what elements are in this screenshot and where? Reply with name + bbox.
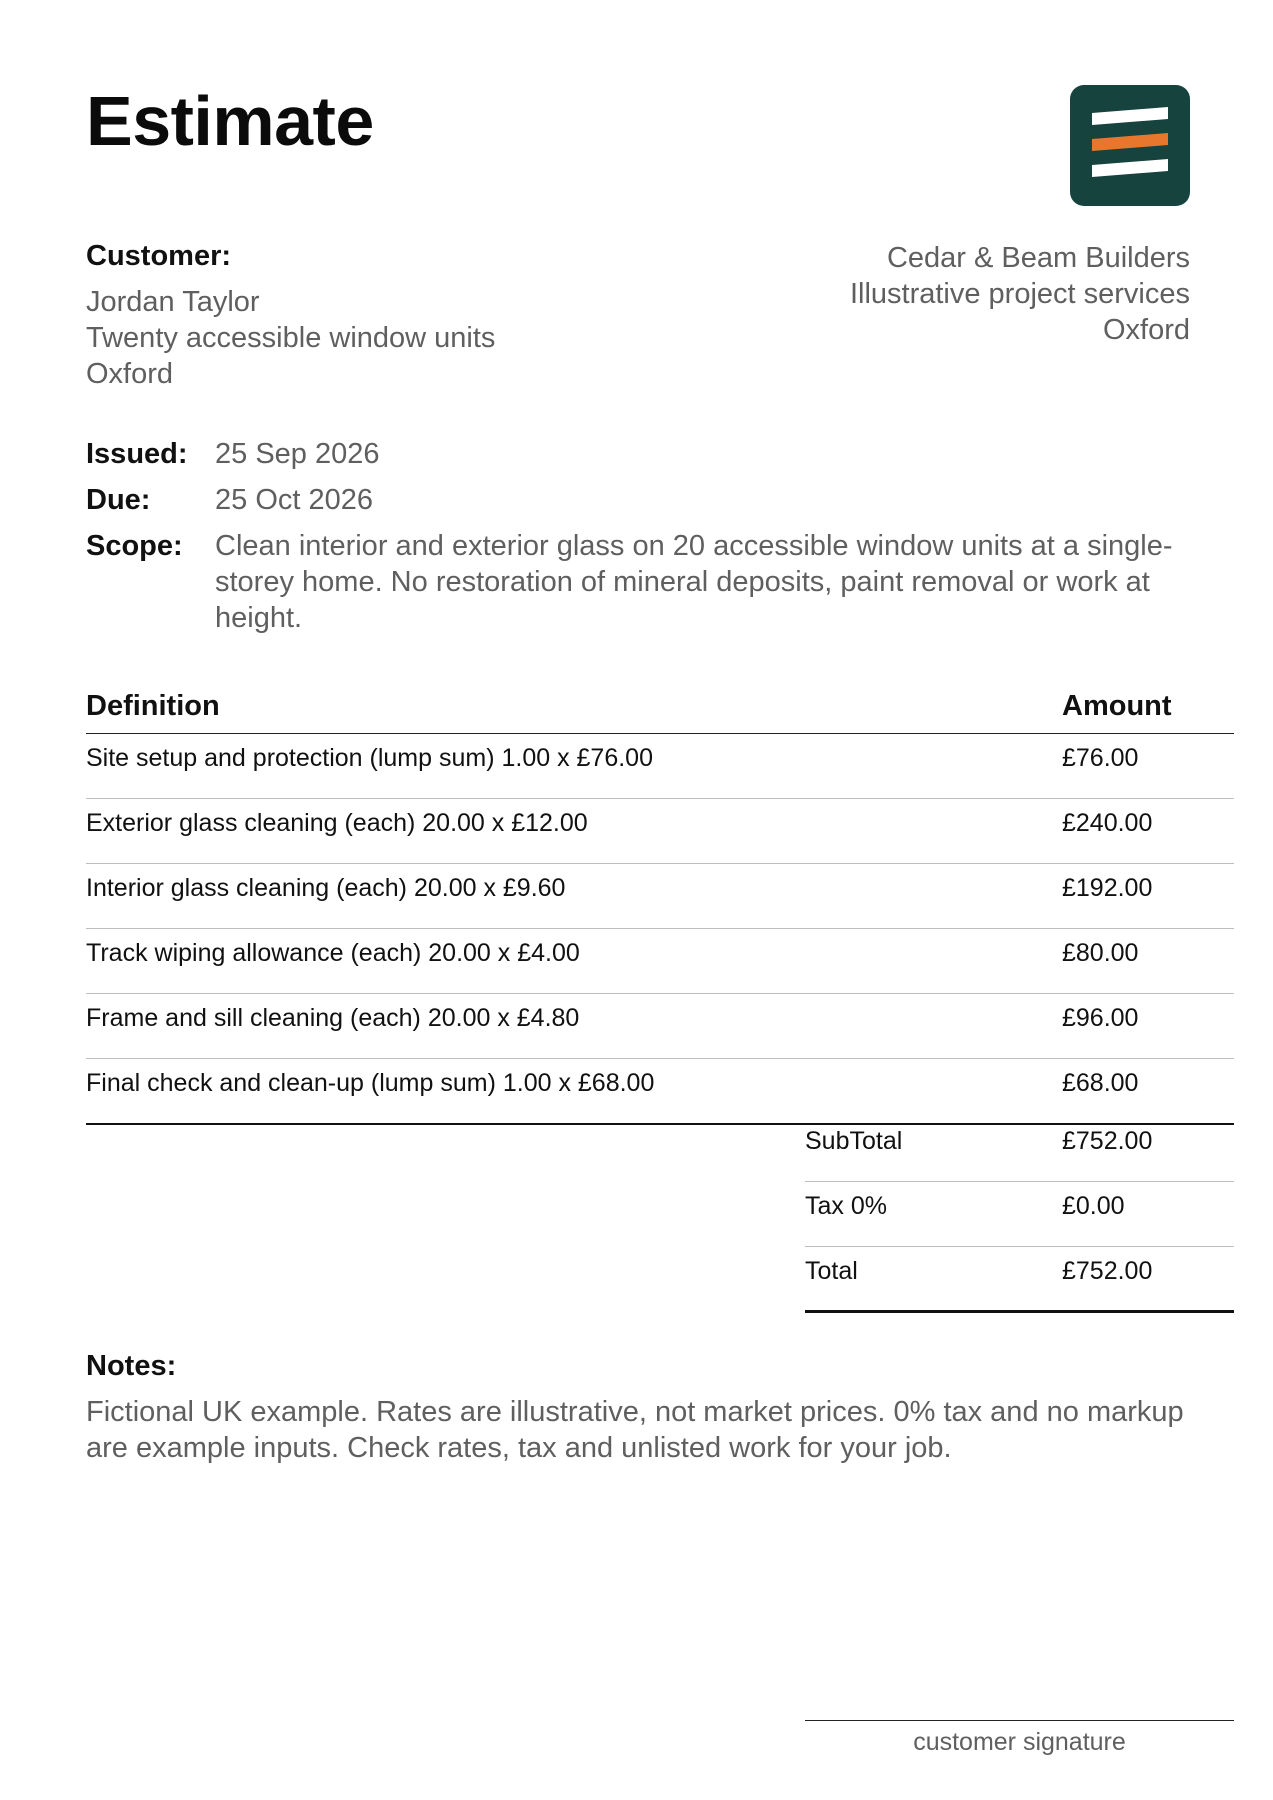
- issued-date: 25 Sep 2026: [215, 438, 380, 470]
- company-city: Oxford: [1102, 314, 1190, 346]
- customer-city: Oxford: [86, 358, 174, 390]
- tax-row: [805, 1182, 1234, 1247]
- signature-label: customer signature: [913, 1728, 1126, 1756]
- stacked-planks-logo-icon: [1070, 85, 1190, 206]
- tax-label: Tax 0%: [805, 1192, 887, 1220]
- row-definition: Frame and sill cleaning (each) 20.00 x £4.80: [86, 1004, 580, 1032]
- table-row: [86, 994, 1234, 1059]
- table-row: [86, 799, 1234, 864]
- company-tagline: Illustrative project services: [849, 278, 1190, 310]
- due-date: 25 Oct 2026: [215, 484, 373, 516]
- tax-value: £0.00: [1062, 1192, 1125, 1220]
- row-definition: Site setup and protection (lump sum) 1.00 x £76.00: [86, 744, 653, 772]
- due-label: Due:: [86, 484, 151, 516]
- row-amount: £68.00: [1062, 1069, 1139, 1097]
- table-row: [86, 864, 1234, 929]
- company-logo: [1070, 85, 1190, 206]
- table-row: [86, 734, 1234, 799]
- subtotal-label: SubTotal: [805, 1127, 903, 1155]
- totals-block: [805, 1117, 1234, 1313]
- table-row: [86, 929, 1234, 994]
- issued-label: Issued:: [86, 438, 188, 470]
- customer-project: Twenty accessible window units: [86, 322, 496, 354]
- total-row: [805, 1247, 1234, 1313]
- total-value: £752.00: [1062, 1257, 1153, 1285]
- column-header-definition: Definition: [86, 690, 220, 722]
- company-block: [850, 240, 1190, 348]
- row-definition: Track wiping allowance (each) 20.00 x £4.00: [86, 939, 580, 967]
- signature-line: [805, 1720, 1234, 1721]
- subtotal-row: [805, 1117, 1234, 1182]
- row-definition: Final check and clean-up (lump sum) 1.00 x £68.00: [86, 1069, 655, 1097]
- company-name: Cedar & Beam Builders: [886, 242, 1190, 274]
- notes-text: Fictional UK example. Rates are illustrative, not market prices. 0% tax and no markup are example inputs. Check rates, tax and unlisted work for your job.: [86, 1396, 1184, 1464]
- row-amount: £76.00: [1062, 744, 1139, 772]
- row-definition: Exterior glass cleaning (each) 20.00 x £12.00: [86, 809, 588, 837]
- customer-label: Customer:: [86, 240, 232, 272]
- table-header: [86, 690, 1234, 734]
- row-amount: £192.00: [1062, 874, 1153, 902]
- subtotal-value: £752.00: [1062, 1127, 1153, 1155]
- customer-name: Jordan Taylor: [86, 286, 260, 318]
- row-amount: £96.00: [1062, 1004, 1139, 1032]
- row-amount: £80.00: [1062, 939, 1139, 967]
- scope-text: Clean interior and exterior glass on 20 accessible window units at a single-storey home. No restoration of mineral deposits, paint removal or work at height.: [215, 530, 1173, 634]
- page-title: Estimate: [86, 82, 374, 160]
- row-definition: Interior glass cleaning (each) 20.00 x £9.60: [86, 874, 566, 902]
- column-header-amount: Amount: [1062, 690, 1172, 722]
- line-items: [86, 734, 1234, 1125]
- scope-label: Scope:: [86, 530, 183, 562]
- customer-block: [86, 284, 495, 392]
- row-amount: £240.00: [1062, 809, 1153, 837]
- table-row: [86, 1059, 1234, 1125]
- total-label: Total: [805, 1257, 858, 1285]
- notes-label: Notes:: [86, 1350, 177, 1382]
